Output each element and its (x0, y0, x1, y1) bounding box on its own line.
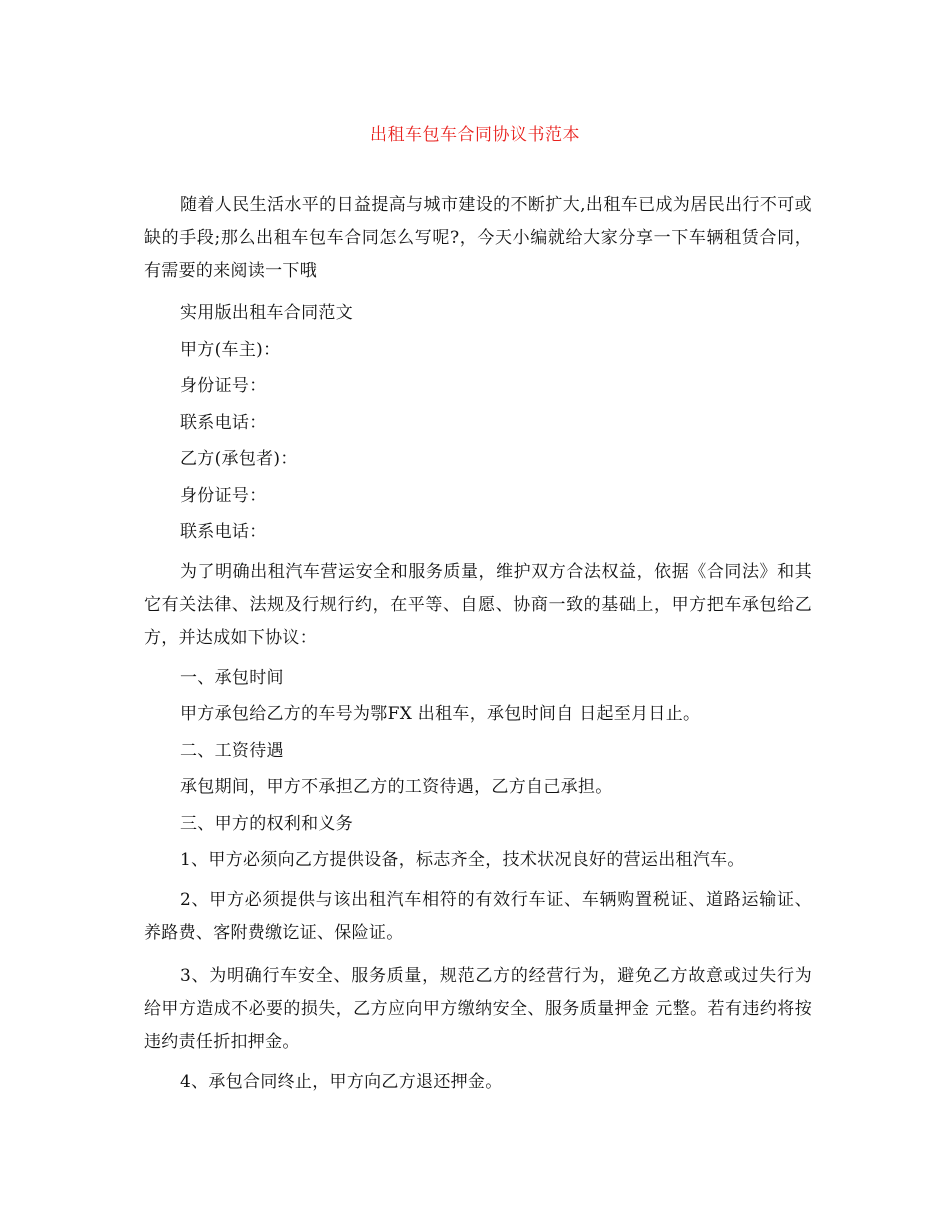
section-heading-sample: 实用版出租车合同范文 (180, 303, 353, 323)
clause-2: 2、甲方必须提供与该出租汽车相符的有效行车证、车辆购置税证、道路运输证、养路费、客附费缴讫证、保险证。 (144, 889, 812, 943)
party-a-label: 甲方(车主)： (180, 339, 281, 360)
clause-4: 4、承包合同终止，甲方向乙方退还押金。 (180, 1071, 503, 1092)
clause-3: 3、为明确行车安全、服务质量，规范乙方的经营行为，避免乙方故意或过失行为给甲方造成不必要的损失，乙方应向甲方缴纳安全、服务质量押金 元整。若有违约将按违约责任折扣押金。 (144, 965, 812, 1052)
section-heading-wages: 二、工资待遇 (180, 740, 284, 761)
section-heading-contract-period: 一、承包时间 (180, 667, 284, 688)
party-b-id-label: 身份证号： (180, 485, 267, 506)
section-heading-party-a-rights: 三、甲方的权利和义务 (180, 813, 353, 834)
party-a-phone-label: 联系电话： (180, 412, 267, 433)
document-body (144, 189, 812, 1105)
contract-period-paragraph: 甲方承包给乙方的车号为鄂FX 出租车，承包时间自 日起至月日止。 (180, 704, 701, 724)
clause-1: 1、甲方必须向乙方提供设备，标志齐全，技术状况良好的营运出租汽车。 (180, 850, 745, 870)
intro-paragraph: 随着人民生活水平的日益提高与城市建设的不断扩大,出租车已成为居民出行不可或缺的手段;那么出租车包车合同怎么写呢?，今天小编就给大家分享一下车辆租赁合同，有需要的来阅读一下哦 (144, 195, 812, 281)
preamble-paragraph: 为了明确出租汽车营运安全和服务质量，维护双方合法权益，依据《合同法》和其它有关法律、法规及行规行约，在平等、自愿、协商一致的基础上，甲方把车承包给乙方，并达成如下协议： (144, 561, 812, 648)
wages-paragraph: 承包期间，甲方不承担乙方的工资待遇，乙方自己承担。 (180, 777, 613, 797)
party-b-phone-label: 联系电话： (180, 522, 267, 542)
document-title: 出租车包车合同协议书范本 (370, 125, 580, 145)
party-b-label: 乙方(承包者)： (180, 449, 298, 469)
party-a-id-label: 身份证号： (180, 376, 267, 396)
